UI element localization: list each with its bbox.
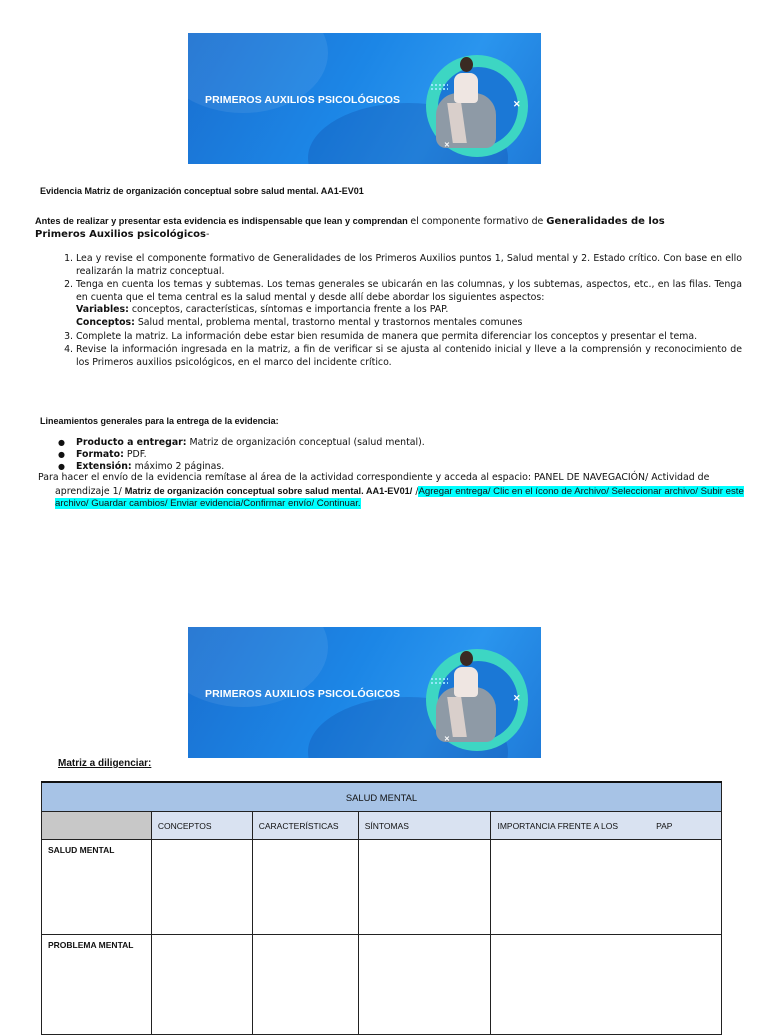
- guidelines-title: Lineamientos generales para la entrega de la evidencia:: [40, 416, 279, 426]
- pap-label: PAP: [656, 820, 673, 831]
- bullet-label: Producto a entregar:: [76, 437, 187, 448]
- intro-course-name: Generalidades de los Primeros Auxilios psicológicos: [35, 216, 665, 240]
- close-mark-icon: ✕: [444, 142, 450, 149]
- matrix-corner-cell: [42, 812, 152, 840]
- bullet-label: Formato:: [76, 449, 124, 460]
- matrix-cell[interactable]: [252, 935, 358, 1035]
- variables-text: conceptos, características, síntomas e importancia frente a los PAP.: [128, 304, 449, 316]
- submission-activity-name: Matriz de organización conceptual sobre salud mental. AA1-EV01/: [124, 485, 413, 496]
- matrix-cell[interactable]: [491, 935, 722, 1035]
- table-row: [42, 935, 722, 1035]
- close-mark-icon: ✕: [444, 736, 450, 743]
- banner-image-bottom: [188, 627, 541, 758]
- intro-paragraph: [35, 215, 705, 241]
- submission-separator: /: [412, 485, 419, 497]
- banner-title: PRIMEROS AUXILIOS PSICOLÓGICOS: [205, 688, 401, 700]
- table-row: [42, 840, 722, 935]
- intro-bold-text: Antes de realizar y presentar esta evidencia es indispensable que lean y comprendan: [35, 216, 411, 226]
- matrix-cell[interactable]: [358, 840, 491, 935]
- matrix-cell[interactable]: [151, 935, 252, 1035]
- close-mark-icon: ✕: [513, 99, 521, 109]
- matrix-cell[interactable]: [252, 840, 358, 935]
- column-header-sintomas: SÍNTOMAS: [358, 812, 491, 840]
- intro-tail: -: [206, 228, 210, 240]
- column-header-importancia: [491, 812, 722, 840]
- column-header-conceptos: CONCEPTOS: [151, 812, 252, 840]
- matrix-header: SALUD MENTAL: [42, 782, 722, 812]
- banner-title: PRIMEROS AUXILIOS PSICOLÓGICOS: [205, 94, 401, 106]
- matrix-cell[interactable]: [358, 935, 491, 1035]
- bullet-text: máximo 2 páginas.: [131, 461, 225, 472]
- submission-text: Para hacer el envío de la evidencia remítase al área de la actividad correspondiente y acceda al espacio: PANEL DE NAVEGACIÓN/ Actividad de aprendizaje 1/: [38, 472, 710, 497]
- step-item: [76, 331, 742, 344]
- close-mark-icon: ✕: [513, 693, 521, 703]
- matrix-cell[interactable]: [491, 840, 722, 935]
- step-text: Tenga en cuenta los temas y subtemas. Los temas generales se ubicarán en las columnas, y los subtemas, aspectos, etc., en las filas. Tenga en cuenta que el tema central es la salud mental y desde allí debe abordar los siguientes aspectos:: [76, 279, 742, 303]
- matrix-label: Matriz a diligenciar:: [58, 758, 152, 769]
- step-text: Revise la información ingresada en la matriz, a fin de verificar si se ajusta al contenido inicial y lleve a la comprensión y reconocimiento de los Primeros auxilios psicológicos, en el marco del incidente crítico.: [76, 344, 742, 368]
- bullet-text: Matriz de organización conceptual (salud mental).: [186, 437, 425, 448]
- bullet-text: PDF.: [123, 449, 147, 460]
- row-header-problema-mental: PROBLEMA MENTAL: [42, 935, 152, 1035]
- matrix-table: [41, 781, 722, 1035]
- step-item: [76, 279, 742, 329]
- matrix-cell[interactable]: [151, 840, 252, 935]
- deliverable-list: [40, 437, 425, 473]
- step-item: [76, 253, 742, 278]
- concepts-text: Salud mental, problema mental, trastorno mental y trastornos mentales comunes: [134, 316, 523, 328]
- step-item: [76, 344, 742, 369]
- step-text: Complete la matriz. La información debe estar bien resumida de manera que permita diferenciar los conceptos y presentar el tema.: [76, 330, 698, 342]
- instruction-steps: [40, 253, 742, 370]
- step-text: Lea y revise el componente formativo de Generalidades de los Primeros Auxilios puntos 1, Salud mental y 2. Estado crítico. Con base en ello realizarán la matriz conceptual.: [76, 253, 742, 277]
- evidence-title: Evidencia Matriz de organización conceptual sobre salud mental. AA1-EV01: [40, 186, 364, 196]
- row-header-salud-mental: SALUD MENTAL: [42, 840, 152, 935]
- importancia-label: IMPORTANCIA FRENTE A LOS: [497, 820, 619, 831]
- list-item: [76, 437, 425, 449]
- submission-steps-highlight: Agregar entrega/ Clic en el ícono de Archivo/ Seleccionar archivo/ Subir este archivo/ Guardar cambios/ Enviar evidencia/Confirmar envío/ Continuar.: [55, 485, 744, 510]
- variables-label: Variables:: [76, 304, 129, 316]
- list-item: [76, 449, 425, 461]
- intro-normal-text: el componente formativo de: [410, 216, 547, 227]
- banner-image-top: [188, 33, 541, 164]
- column-header-caracteristicas: CARACTERÍSTICAS: [252, 812, 358, 840]
- bullet-label: Extensión:: [76, 461, 132, 472]
- concepts-label: Conceptos:: [76, 316, 135, 328]
- submission-instructions: [38, 472, 751, 511]
